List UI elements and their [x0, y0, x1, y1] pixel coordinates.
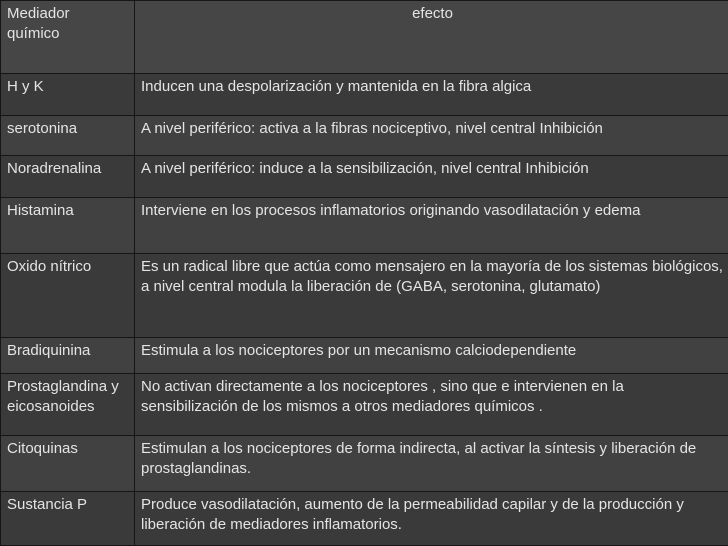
- table-row: [1, 253, 728, 337]
- effect-cell: Estimulan a los nociceptores de forma indirecta, al activar la síntesis y liberación de prostaglandinas.: [135, 435, 728, 491]
- table-row: [1, 338, 728, 374]
- table-row: [1, 492, 728, 546]
- table-row: [1, 74, 728, 116]
- table-row: [1, 156, 728, 198]
- mediator-cell: H y K: [1, 74, 135, 116]
- mediator-cell: Histamina: [1, 197, 135, 253]
- table-header-row: [1, 1, 728, 74]
- effect-cell: Estimula a los nociceptores por un mecanismo calciodependiente: [135, 338, 728, 374]
- mediator-cell: Bradiquinina: [1, 338, 135, 374]
- effect-cell: A nivel periférico: activa a la fibras nociceptivo, nivel central Inhibición: [135, 115, 728, 155]
- table-row: [1, 197, 728, 253]
- table-row: [1, 374, 728, 436]
- mediator-cell: serotonina: [1, 115, 135, 155]
- mediator-cell: Citoquinas: [1, 435, 135, 491]
- effect-cell: Interviene en los procesos inflamatorios originando vasodilatación y edema: [135, 197, 728, 253]
- mediator-cell: Prostaglandina y eicosanoides: [1, 374, 135, 436]
- mediator-cell: Noradrenalina: [1, 156, 135, 198]
- header-mediator: Mediador químico: [1, 1, 135, 74]
- effect-cell: No activan directamente a los nociceptores , sino que e intervienen en la sensibilización de los mismos a otros mediadores químicos .: [135, 374, 728, 436]
- effect-cell: Es un radical libre que actúa como mensajero en la mayoría de los sistemas biológicos, a nivel central modula la liberación de (GABA, serotonina, glutamato): [135, 253, 728, 337]
- table-row: [1, 115, 728, 155]
- mediator-cell: Sustancia P: [1, 492, 135, 546]
- effect-cell: A nivel periférico: induce a la sensibilización, nivel central Inhibición: [135, 156, 728, 198]
- effect-cell: Produce vasodilatación, aumento de la permeabilidad capilar y de la producción y liberación de mediadores inflamatorios.: [135, 492, 728, 546]
- header-effect: efecto: [135, 1, 728, 74]
- effect-cell: Inducen una despolarización y mantenida en la fibra algica: [135, 74, 728, 116]
- table-row: [1, 435, 728, 491]
- mediator-cell: Oxido nítrico: [1, 253, 135, 337]
